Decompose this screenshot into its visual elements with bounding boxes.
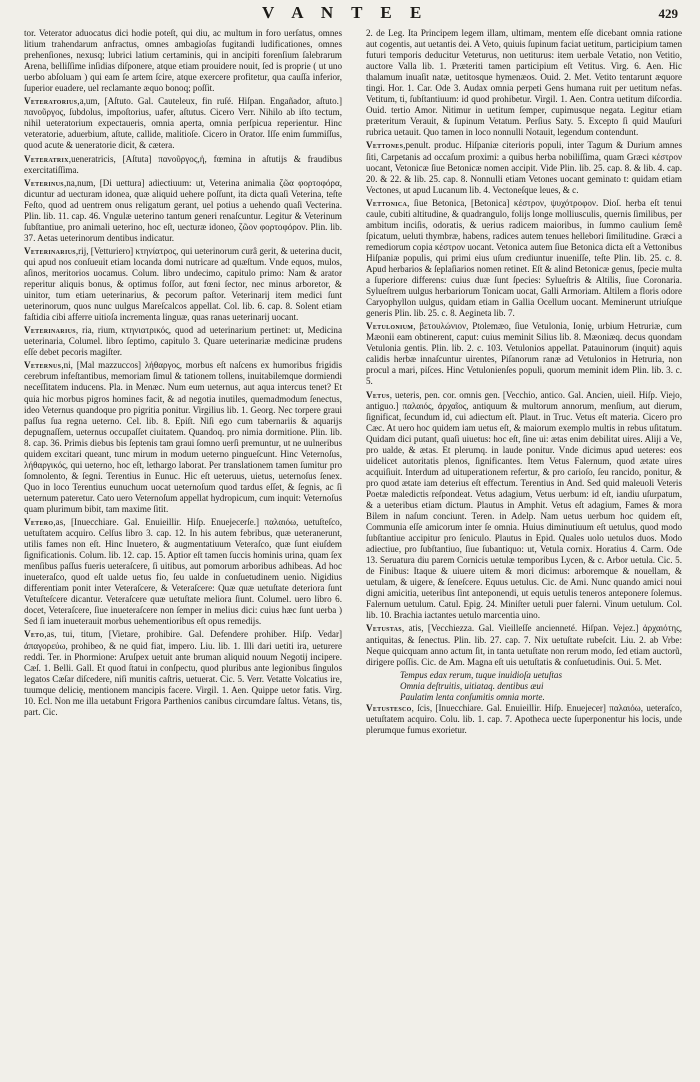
entry-text: ,a,um, [Aſtuto. Gal. Cauteleux, fin ruſé. Hiſpan. Engañador, aſtuto.] πανοῦργος, ſubdolus, impoſtorius, uafer, aſtutus. Cicero Verr. Nihilo ab iſto tectum, nihil ueteratorium expectaueris, omnia aperta, omnia perſpicua reperientur. Hinc veteratorie, aduerbium, aſtute, callide, malitioſe. Cicero in Orator. Iſſe enim ſummiſſus, quod acute & ueneratorie dicit, & cætera.: [24, 96, 342, 151]
dictionary-entry: [366, 390, 682, 622]
entry-headword: Vetero: [24, 517, 54, 528]
entry-headword: Veterinus: [24, 177, 64, 188]
dictionary-entry: [24, 360, 342, 515]
entry-text: ,ueneratricis, [Aſtuta] πανοῦργος,ἡ, fœmina in aſtutijs & fraudibus exercitatiſſima.: [24, 153, 342, 175]
entry-headword: Vetulonium: [366, 321, 414, 332]
entry-text: , atis, [Vecchiezza. Gal. Vieilleſſe ancienneté. Hiſpan. Vejez.] ἀρχαιότης, antiquitas, & ſenectus. Plin. lib. 27. cap. 7. Nix uetuſtate rubeſcit. Liu. 2. ab Vrbe: Neque quicquam anno actum ſit, in tanta uetuſtate non rerum modo, ſed etiam auctorũ, dirigere poſſis. Cic. de Am. Magna eſt uis uetuſtatis & conſuetudinis. Oui. 5. Met.: [366, 623, 682, 667]
dictionary-entry: [24, 246, 342, 323]
dictionary-entry: [366, 198, 682, 320]
entry-headword: Vetustas: [366, 623, 402, 634]
dictionary-entry: [24, 325, 342, 358]
entry-headword: Vettones: [366, 140, 404, 151]
verse-line: Tempus edax rerum, tuque inuidioſa uetuſtas: [400, 669, 562, 680]
dictionary-entry: [24, 178, 342, 244]
dictionary-entry: [24, 517, 342, 627]
page-header: [0, 0, 700, 28]
entry-headword: Vetus: [366, 389, 390, 400]
dictionary-entry: [24, 28, 342, 94]
running-head: V A N T E E: [262, 3, 429, 22]
verse-line: Paulatim lenta conſumitis omnia morte.: [400, 691, 545, 702]
entry-headword: Vetustesco: [366, 702, 412, 713]
entry-text: , ſiue Betonica, [Betonica] κέστρον, ψυχότροφον. Dioſ. herba eſt tenui caule, cubiti altitudine, & quadrangulo, folijs longe molliusculis, quernis ſimilibus, per ambitum inciſis, odoratis, & uerius radicem maioribus, in ſummo caulium ſemê ſpicatum, ueluti thymbræ, habens, radices autem tenues hellebori ſimilitudine. Græci a remediorum copia κέστρον uocant. Vetonica autem ſiue Betonica dicta eſt a Vettonibus Hiſpaniæ populis, qui primi eius uſum crediuntur inueniſſe, teſte Plin. lib. 25. c. 8. Apud herbarios & ſeplaſiarios nomen retinet. Eſt & alind Betonicæ genus, ſpecie multa a ſuperiore differens: cuius duæ ſunt ſpecies: Sylueſtris & Altilis, ſiue Coronaria. Sylueſtrem uulgus herbariorum Tonicam uocat, Galli Armoriam. Altilem a floris odore Caryophyllon uulgus, quidam etiam in Gallia Ocellum uocant. Meminerunt utriuſque generis Plin. lib. 25. c. 8. Aegineta lib. 7.: [366, 197, 682, 319]
dictionary-entry: [24, 154, 342, 176]
entry-headword: Veternus: [24, 360, 62, 371]
entry-headword: Veto: [24, 629, 45, 640]
dictionary-entry: [366, 703, 682, 736]
entry-text: tor. Veterator aduocatus dici hodie poteſt, qui diu, ac multum in foro uerſatus, omnes litium trahendarum anfractus, omnes ambagioſas fugitandi ludificationes, omnes prehenſiones, nexusq; lubrici latium certaminis, qui in ancipiti forenſium ſalebrarum Arena, belliſſime inſidias diſponere, atque etiam prouidere nouit, ſed is proprie ( ut uno uerbo abſoluam ) qui eam ſe artem ſcire, atque exercere profitetur, qua cauſſa inferior, ſuperior euadere, uel reclamante æquo bonoq; poſſit.: [24, 28, 342, 94]
right-column: [366, 28, 682, 1068]
entry-text: ,ni, [Mal mazzuccos] λήθαργος, morbus eſt naſcens ex humoribus frigidis cerebrum infeſtantibus, memoriam ſimul & tationem tollens, inuitabilemque dormiendi neceſſitatem inducens. Pla. in Menæc. Num eum ueternus, aut aqua intercus tenet? Et quia hic morbus pigros homines facit, & ad negotia inutiles, quemadmodum ſenectus, ideo Veternus quandoque pro pigritia ponitur. Virgilius lib. 1. Georg. Nec torpere graui paſſus ſua regna ueterno. Cel. lib. 8. Epiſt. Niſi ego cum tabernariis & aquarijs depugnaſſem, ueternus occupaſſet ciuitatem. Quandoq. pro nimia dormitione. Plin. lib. 8. cap. 36. Primis diebus bis ſeptenis tam graui ſomno uerſi premuntur, ut ne uulneribus quidem excitari queant, tunc mirum in modum ueterno pingueſcunt. Hinc Veternoſus, λήθαργικός, qui ueterno, hoc eſt, lethargo laborat. Per translationem tamen ſumitur pro ſomnolento, & ſegni. Terentius in Eunuc. Hic eſt ueteruus, uietus, ueternoſus ſenex. Quo in loco Terentius eunuchum uocat ueternoſum quod tardus eſſet, & ſegnis, ac ſi ueternum pateretur. Cato uero Veternoſum appellat hydropicum, cum inquit: Veternoſus quam plurimum bibit, tam maxime ſitit.: [24, 360, 342, 514]
entry-text: , ſcis, [Inuecchiare. Gal. Enuieillir. Hiſp. Enuejecer] παλαιόω, ueteraſco, uetuſtatem acquiro. Colu. lib. 1. cap. 7. Apotheca uecte ſuperponentur his locis, unde plerumque fumus exorietur.: [366, 702, 682, 735]
entry-text: , ueteris, pen. cor. omnis gen. [Vecchio, antico. Gal. Ancien, uieil. Hiſp. Viejo, antiguo.] παλαιός, ἀρχαῖος, antiquum & multorum annorum, menſium, aut dierum, ſignificat, ſecundum id, cui adiectum eſt. Plaut. in Truc. Vetus eſt materia. Cicero pro Cæc. At uero hoc quidem iam uetus eſt, & maiorum exemplo multis in rebus uſitatum. Quidam dici putant, quaſi uiuetus: hoc eſt, ſine ui: ætas enim debilitat uires. Aliji a Ve, pro ualde, & ætas. Et plerumq. in laude ponitur. Vnde dicimus apud ueteres: eos uidelicet autoritatis plenos, ſignificantes. Item Vetus Falernum, quod ætate uires acquiſiuit. Interdum ad uituperationem refertur, & pro carioſo, ſeu rancido, ponitur, & pro quod ætate iam deterius eſt effectum. Terentius in And. Sed quid maleuoli Veteris Poetæ maledictis reſpondeat. Vetus adagium, Vetus uerbum: id eſt, iandiu uſurpatum, & a ueteribus etiam dictum. Plautus in Amphit. Vetus eſt adagium, Fames & mora Bilem in naſum conciunt. Teren. in Adelp. Nam uetus uerbum hoc quidem eſt, Communia eſſe amicorum inter ſe omnia. Huius diminutiuum eſt uetulus, quod modo ſubſtantiue accipitur pro ſeniculo. Plautus in Epid. Quales uolo uetulos duos. Modo adiectiue, pro ſubſtantiuo, ſiue ſubantiquo: ut, Vetula cornix. Horatius 4. Carm. Ode 13. Seruatura diu parem Cornicis uetulæ temporibus Lycen, & c. Arbor uetula. Cic. 5. de Finibus: Itaque & uiuere uitem & mori dicimus: arboremque & nouellam, & uetulam, & uigere, & ſeneſcere. Equus uetulus. Cic. de Ami. Nunc quando amici noui digni amicitia, ueteribus ſint anteponendi, ut equis uetulis teneros anteponere ſolemus. Falernum uetulum. Catul. Epig. 24. Miniſter uetuli puer falerni. Vinum uetulum. Col. lib. 10. Brachia iactantes uetulo marcentia uino.: [366, 389, 682, 621]
entry-text: ,penult. produc. Hiſpaniæ citerioris populi, inter Tagum & Durium amnes ſiti, Carpetanis ad occaſum proximi: a quibus herba nobiliſſima, quam Græci κέστρον uocant, Vetonicæ ſiue Betonicæ nomen accipit. Vide Plin. lib. 25. cap. 8. & lib. 4. cap. 20. & 22. & lib. 25. cap. 8. Nonnulli etiam Vetones uocant geminato t: quidam etiam Vectones, ut apud Lucanum lib. 4. Vectoneſque leues, & c.: [366, 140, 682, 195]
dictionary-entry: [24, 629, 342, 717]
dictionary-entry: [366, 140, 682, 195]
entry-text: ,as, tui, titum, [Vietare, prohibire. Gal. Defendere prohiber. Hiſp. Vedar] ἀπαγορεύω, prohibeo, & ne quid fiat, impero. Liu. lib. 1. Illi dari uetiti ira, ueturere reddi. Ter. in Phormione: Aruſpex uetuit ante bruman aliquid nouum Negotij incipere. Cæſ. 1. Belli. Gall. Et quod ſtatui in conſpectu, quod pluribus ante legionibus ſingulos legatos Cæſar diſcedere, niſi munitis caſtris, uetuerat. Cic. 5. Verr. Vetatte Volcatius ire, tuumque delicię, mentionem mancipis facere. Virgil. 1. Aen. Quippe uetor fatis. Virg. 10. Ecl. Non me illa uetabunt Frigora Parthenios canibus circumdare ſaltus. Vetans, tis, part. Cic.: [24, 629, 342, 717]
dictionary-entry: [24, 96, 342, 151]
entry-headword: Veteratorius: [24, 96, 78, 107]
entry-headword: Veterinarius: [24, 325, 76, 336]
left-column: [24, 28, 342, 1068]
page-number: 429: [658, 6, 678, 21]
entry-text: , ria, rium, κτηνιατρικός, quod ad ueterinarium pertinet: ut, Medicina ueterinaria, Columel. libro ſeptimo, capitulo 3. Quare ueterinariæ medicinæ prudens eſſe debet pecoris magiſter.: [24, 325, 342, 358]
entry-headword: Veterinarius: [24, 245, 76, 256]
dictionary-entry: [366, 28, 682, 138]
entry-headword: Vettonica: [366, 197, 408, 208]
verse-line: Omnia deſtruitis, uitiataq. dentibus æui: [400, 680, 544, 691]
entry-text: 2. de Leg. Ita Principem legem illam, ultimam, mentem eſſe dicebant omnia ratione aut cogentis, aut uetantis dei. A Veto, quiuis ſupinum faciat uetitum, participium tamen futuri temporis deducitur Veteturus, non uetiturus: item uerbale Vetatio, non Vetitio, auctore Valla lib. 1. Præteriti tamen participium eſt Vetitus. Virg. 6. Aen. Hic thalamum inuaſit natæ, uetitosque hymenæos. Ouid. 2. Met. Vetito tentarunt æquore tingi. Hor. 1. Car. Ode 3. Audax omnia perpeti Gens humana ruit per uetitum nefas. Vetitum, ti, ſubſtantiuum: id quod prohibetur. Virgil. 1. Aen. Contra uetitum diſcordia. Ouid. tertio Amor. Nitimur in uetitum ſemper, cupimusque negata. Legitur etiam præteritum Verauit, & ſupinum Vetatum. Perſius Saty. 5. Excepto ſi quid Mauſuri rubrica uetauit. Quo tamen in loco nonnulli Notauit, legendum contendunt.: [366, 28, 682, 138]
dictionary-entry: [366, 321, 682, 387]
entry-text: ,as, [Inuecchiare. Gal. Enuieillir. Hiſp. Enuejecerſe.] παλαιόω, uetuſteſco, uetuſtatem acquiro. Celſus libro 3. cap. 12. In his autem febribus, quæ ueteranerunt, utilis fames non eſt. Hinc Inuetero, & augmentatiuum Veteraſco, quæ ſunt eiuſdem ſignificationis. Colum. lib. 12. cap. 15. Aptior eſt tamen ſuccis hominis urina, quam ſex menſibus paſſus fueris ueteraſcere, ſi uitibus, aut pomorum arboribus adhibeas. Ad hoc inueteraſco, quod eſt ualde uetus fio, ſeu ualde in conſuetudinem uenio. Nigidius differentiam ponit inter Veteraſcere, & Veteraſcere: Quæ quæ uetuſtate deteriora ſunt Vetuſteſcere dicantur. Veteraſcere quæ uetuſtate meliora ſiunt. Columel. uero libro 6. docet, Veteraſcere, ſiue inueteraſcere non ſemper in melius dici: cuius hæc ſunt uerba ) Sed ſi iam inueterauit morbus uehementioribus eſt opus remedijs.: [24, 517, 342, 627]
entry-text: ,rij, [Vetturiero] κτηνίατρος, qui ueterinorum curâ gerit, & ueterina ducit, qui apud nos conſueuit etiam locanda domi nutricare ad quæſtum. Vnde equos, mulos, aſinos, meritorios uocamus. Colum. libro undecimo, capitulo primo: Nam & arator reperitur aliquis bonus, & optimus foſſor, aut fœni ſector, nec minus arboretor, & uinitor, tum etiam ueterinarius, & pecorum paſtor. Veterinarij item medici ſunt ueterinorum, quos nunc uulgus Mareſcalcos appellat. Col. lib. 6. cap. 8. Solent etiam faſtidia cibi afferre uitioſa incrementa linguæ, quas ranas ueterinarij uocant.: [24, 245, 342, 323]
entry-text: ,na,num, [Di uettura] adiectiuum: ut, Veterina animalia ζῶα φορτοφόρα, dicuntur ad uecturam idonea, quæ aliquid uehere poſſunt, ita dicta quaſi Veterina, teſte Feſto, quod ad uentrem onus religatum gerant, uel potius a uehendo quaſi Vecterina. Plin. lib. 11. cap. 46. Vngulæ ueterino tantum generi renaſcuntur. Legitur & Veterinum ſubſtantiue, pro animali ueterino, hoc eſt, uecturæ idoneo, ζῶον φορτοφόρον. Plin. lib. 37. Aetas ueterinorum dentibus indicatur.: [24, 177, 342, 243]
entry-text: , βετουλώνιον, Ptolemæo, ſiue Vetulonia, Ionię, urbium Hetruriæ, cum Mæonii eam obtinerent, caput: cuius meminit Silius lib. 8. Mæoniæq. decus quondam Vetulonia gentis. Plin. lib. 2. c. 103. Vetulonios appellat. Patauinorum (inquit) aquis calidis herbæ innaſcuntur uirentes, Piſanorum ranæ ad Vetulonios in Hetruria, non procul a mari, piſces. Hinc Vetulonienſes populi, quorum meminit idem Plin. lib. 3. c. 5.: [366, 321, 682, 387]
dictionary-entry: [366, 623, 682, 667]
entry-headword: Veteratrix: [24, 153, 69, 164]
